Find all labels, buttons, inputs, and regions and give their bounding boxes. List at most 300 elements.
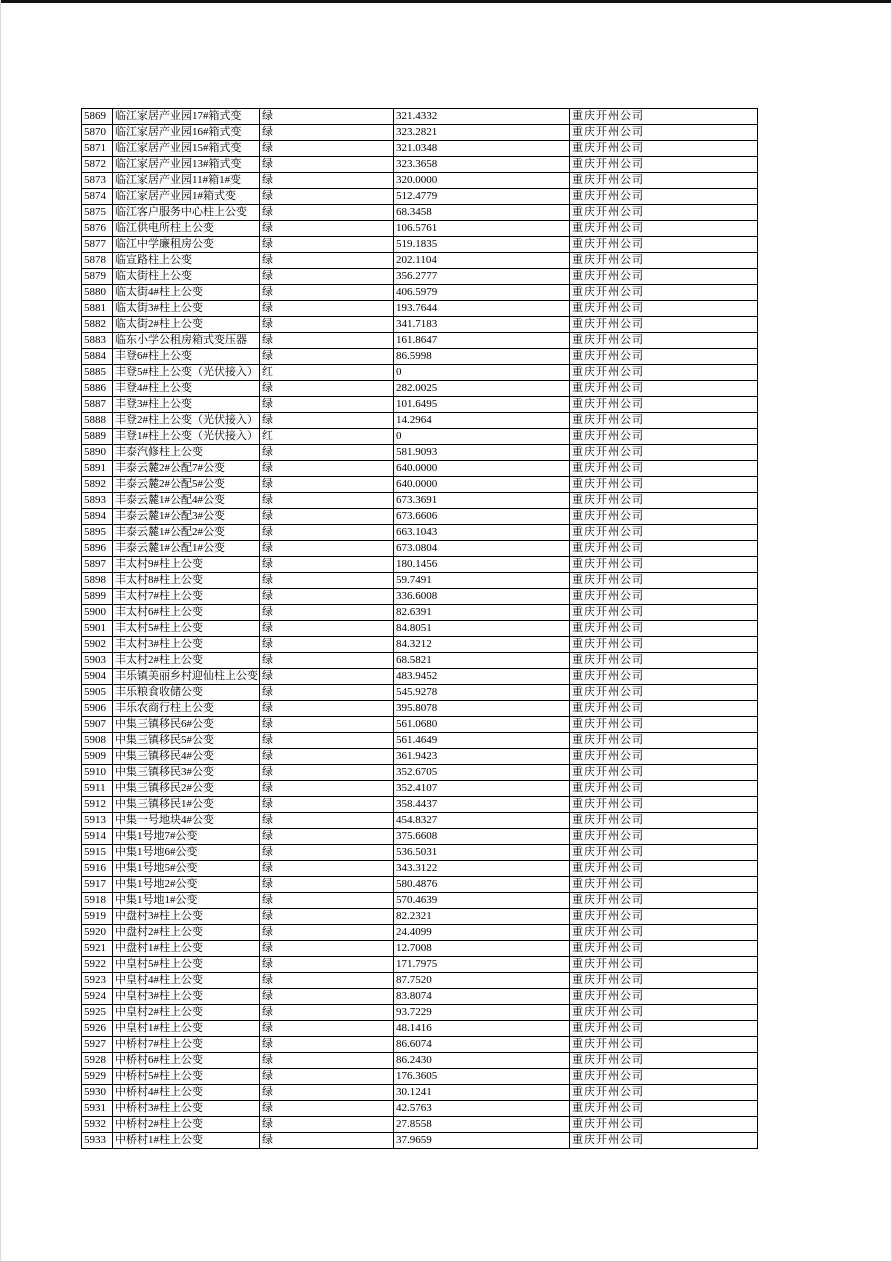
status-cell: 绿 <box>260 605 394 621</box>
company-cell: 重庆开州公司 <box>570 557 758 573</box>
value-cell: 24.4099 <box>394 925 570 941</box>
table-row <box>82 1021 758 1037</box>
name-cell: 丰太村5#柱上公变 <box>113 621 260 637</box>
company-cell: 重庆开州公司 <box>570 717 758 733</box>
value-cell: 406.5979 <box>394 285 570 301</box>
table-row <box>82 317 758 333</box>
id-cell: 5926 <box>82 1021 113 1037</box>
company-cell: 重庆开州公司 <box>570 765 758 781</box>
id-cell: 5920 <box>82 925 113 941</box>
name-cell: 临江家居产业园16#箱式变 <box>113 125 260 141</box>
status-cell: 绿 <box>260 701 394 717</box>
status-cell: 绿 <box>260 141 394 157</box>
company-cell: 重庆开州公司 <box>570 1005 758 1021</box>
status-cell: 绿 <box>260 541 394 557</box>
table-row <box>82 1117 758 1133</box>
table-row <box>82 605 758 621</box>
value-cell: 84.3212 <box>394 637 570 653</box>
status-cell: 绿 <box>260 285 394 301</box>
table-row <box>82 445 758 461</box>
name-cell: 丰太村8#柱上公变 <box>113 573 260 589</box>
status-cell: 绿 <box>260 1101 394 1117</box>
id-cell: 5879 <box>82 269 113 285</box>
company-cell: 重庆开州公司 <box>570 781 758 797</box>
table-row <box>82 685 758 701</box>
company-cell: 重庆开州公司 <box>570 253 758 269</box>
data-table <box>81 108 758 1149</box>
table-row <box>82 781 758 797</box>
value-cell: 336.6008 <box>394 589 570 605</box>
table-row <box>82 381 758 397</box>
value-cell: 323.3658 <box>394 157 570 173</box>
id-cell: 5914 <box>82 829 113 845</box>
table-row <box>82 637 758 653</box>
id-cell: 5915 <box>82 845 113 861</box>
company-cell: 重庆开州公司 <box>570 189 758 205</box>
status-cell: 绿 <box>260 157 394 173</box>
value-cell: 356.2777 <box>394 269 570 285</box>
value-cell: 561.4649 <box>394 733 570 749</box>
company-cell: 重庆开州公司 <box>570 333 758 349</box>
value-cell: 352.4107 <box>394 781 570 797</box>
value-cell: 82.6391 <box>394 605 570 621</box>
id-cell: 5870 <box>82 125 113 141</box>
table-row <box>82 621 758 637</box>
id-cell: 5900 <box>82 605 113 621</box>
status-cell: 绿 <box>260 509 394 525</box>
status-cell: 绿 <box>260 413 394 429</box>
company-cell: 重庆开州公司 <box>570 877 758 893</box>
id-cell: 5882 <box>82 317 113 333</box>
value-cell: 0 <box>394 365 570 381</box>
table-row <box>82 461 758 477</box>
name-cell: 丰乐农商行柱上公变 <box>113 701 260 717</box>
value-cell: 454.8327 <box>394 813 570 829</box>
value-cell: 171.7975 <box>394 957 570 973</box>
id-cell: 5871 <box>82 141 113 157</box>
id-cell: 5909 <box>82 749 113 765</box>
value-cell: 48.1416 <box>394 1021 570 1037</box>
table-row <box>82 797 758 813</box>
value-cell: 361.9423 <box>394 749 570 765</box>
id-cell: 5922 <box>82 957 113 973</box>
status-cell: 绿 <box>260 621 394 637</box>
table-row <box>82 237 758 253</box>
value-cell: 570.4639 <box>394 893 570 909</box>
company-cell: 重庆开州公司 <box>570 589 758 605</box>
value-cell: 84.8051 <box>394 621 570 637</box>
company-cell: 重庆开州公司 <box>570 829 758 845</box>
name-cell: 临太街2#柱上公变 <box>113 317 260 333</box>
table-row <box>82 141 758 157</box>
name-cell: 中桥村4#柱上公变 <box>113 1085 260 1101</box>
company-cell: 重庆开州公司 <box>570 1053 758 1069</box>
id-cell: 5923 <box>82 973 113 989</box>
value-cell: 673.0804 <box>394 541 570 557</box>
id-cell: 5874 <box>82 189 113 205</box>
id-cell: 5885 <box>82 365 113 381</box>
company-cell: 重庆开州公司 <box>570 941 758 957</box>
value-cell: 343.3122 <box>394 861 570 877</box>
status-cell: 绿 <box>260 221 394 237</box>
value-cell: 101.6495 <box>394 397 570 413</box>
name-cell: 丰登5#柱上公变（光伏接入） <box>113 365 260 381</box>
company-cell: 重庆开州公司 <box>570 957 758 973</box>
table-row <box>82 989 758 1005</box>
name-cell: 中集1号地1#公变 <box>113 893 260 909</box>
name-cell: 中集三镇移民6#公变 <box>113 717 260 733</box>
table-row <box>82 829 758 845</box>
status-cell: 绿 <box>260 669 394 685</box>
name-cell: 丰泰汽修柱上公变 <box>113 445 260 461</box>
status-cell: 绿 <box>260 845 394 861</box>
id-cell: 5877 <box>82 237 113 253</box>
status-cell: 绿 <box>260 1005 394 1021</box>
status-cell: 绿 <box>260 125 394 141</box>
company-cell: 重庆开州公司 <box>570 1085 758 1101</box>
name-cell: 中盘村2#柱上公变 <box>113 925 260 941</box>
table-row <box>82 221 758 237</box>
value-cell: 358.4437 <box>394 797 570 813</box>
status-cell: 绿 <box>260 653 394 669</box>
company-cell: 重庆开州公司 <box>570 845 758 861</box>
status-cell: 绿 <box>260 301 394 317</box>
company-cell: 重庆开州公司 <box>570 221 758 237</box>
name-cell: 中皇村5#柱上公变 <box>113 957 260 973</box>
id-cell: 5917 <box>82 877 113 893</box>
company-cell: 重庆开州公司 <box>570 413 758 429</box>
id-cell: 5932 <box>82 1117 113 1133</box>
table-row <box>82 701 758 717</box>
status-cell: 绿 <box>260 1021 394 1037</box>
company-cell: 重庆开州公司 <box>570 141 758 157</box>
company-cell: 重庆开州公司 <box>570 1069 758 1085</box>
value-cell: 536.5031 <box>394 845 570 861</box>
name-cell: 丰太村3#柱上公变 <box>113 637 260 653</box>
company-cell: 重庆开州公司 <box>570 989 758 1005</box>
company-cell: 重庆开州公司 <box>570 493 758 509</box>
company-cell: 重庆开州公司 <box>570 1133 758 1149</box>
value-cell: 323.2821 <box>394 125 570 141</box>
status-cell: 绿 <box>260 861 394 877</box>
status-cell: 红 <box>260 365 394 381</box>
status-cell: 绿 <box>260 685 394 701</box>
value-cell: 12.7008 <box>394 941 570 957</box>
id-cell: 5873 <box>82 173 113 189</box>
status-cell: 绿 <box>260 317 394 333</box>
name-cell: 中盘村3#柱上公变 <box>113 909 260 925</box>
company-cell: 重庆开州公司 <box>570 237 758 253</box>
table-row <box>82 301 758 317</box>
id-cell: 5902 <box>82 637 113 653</box>
status-cell: 绿 <box>260 573 394 589</box>
name-cell: 临江家居产业园17#箱式变 <box>113 109 260 125</box>
table-row <box>82 1037 758 1053</box>
name-cell: 中盘村1#柱上公变 <box>113 941 260 957</box>
table-row <box>82 333 758 349</box>
value-cell: 87.7520 <box>394 973 570 989</box>
name-cell: 中集1号地6#公变 <box>113 845 260 861</box>
name-cell: 中集一号地块4#公变 <box>113 813 260 829</box>
value-cell: 193.7644 <box>394 301 570 317</box>
id-cell: 5918 <box>82 893 113 909</box>
status-cell: 绿 <box>260 237 394 253</box>
status-cell: 绿 <box>260 349 394 365</box>
table-row <box>82 925 758 941</box>
status-cell: 绿 <box>260 909 394 925</box>
name-cell: 中集1号地5#公变 <box>113 861 260 877</box>
value-cell: 68.3458 <box>394 205 570 221</box>
value-cell: 352.6705 <box>394 765 570 781</box>
value-cell: 663.1043 <box>394 525 570 541</box>
company-cell: 重庆开州公司 <box>570 1021 758 1037</box>
value-cell: 512.4779 <box>394 189 570 205</box>
name-cell: 中桥村7#柱上公变 <box>113 1037 260 1053</box>
company-cell: 重庆开州公司 <box>570 173 758 189</box>
table-row <box>82 285 758 301</box>
status-cell: 绿 <box>260 461 394 477</box>
name-cell: 中桥村6#柱上公变 <box>113 1053 260 1069</box>
id-cell: 5889 <box>82 429 113 445</box>
name-cell: 丰泰云麓1#公配3#公变 <box>113 509 260 525</box>
name-cell: 临江供电所柱上公变 <box>113 221 260 237</box>
name-cell: 丰登2#柱上公变（光伏接入） <box>113 413 260 429</box>
id-cell: 5890 <box>82 445 113 461</box>
table-row <box>82 733 758 749</box>
name-cell: 丰泰云麓1#公配4#公变 <box>113 493 260 509</box>
company-cell: 重庆开州公司 <box>570 669 758 685</box>
status-cell: 绿 <box>260 1133 394 1149</box>
name-cell: 中皇村2#柱上公变 <box>113 1005 260 1021</box>
status-cell: 绿 <box>260 557 394 573</box>
id-cell: 5910 <box>82 765 113 781</box>
company-cell: 重庆开州公司 <box>570 461 758 477</box>
table-row <box>82 573 758 589</box>
value-cell: 176.3605 <box>394 1069 570 1085</box>
company-cell: 重庆开州公司 <box>570 733 758 749</box>
name-cell: 中集三镇移民2#公变 <box>113 781 260 797</box>
id-cell: 5928 <box>82 1053 113 1069</box>
company-cell: 重庆开州公司 <box>570 397 758 413</box>
company-cell: 重庆开州公司 <box>570 813 758 829</box>
name-cell: 临太街3#柱上公变 <box>113 301 260 317</box>
id-cell: 5911 <box>82 781 113 797</box>
value-cell: 83.8074 <box>394 989 570 1005</box>
table-row <box>82 541 758 557</box>
name-cell: 丰登1#柱上公变（光伏接入） <box>113 429 260 445</box>
table-row <box>82 365 758 381</box>
status-cell: 绿 <box>260 813 394 829</box>
company-cell: 重庆开州公司 <box>570 285 758 301</box>
status-cell: 绿 <box>260 1037 394 1053</box>
company-cell: 重庆开州公司 <box>570 973 758 989</box>
id-cell: 5905 <box>82 685 113 701</box>
value-cell: 0 <box>394 429 570 445</box>
table-row <box>82 893 758 909</box>
table-row <box>82 397 758 413</box>
table-row <box>82 909 758 925</box>
company-cell: 重庆开州公司 <box>570 349 758 365</box>
value-cell: 180.1456 <box>394 557 570 573</box>
status-cell: 绿 <box>260 445 394 461</box>
table-row <box>82 845 758 861</box>
name-cell: 中集三镇移民5#公变 <box>113 733 260 749</box>
value-cell: 106.5761 <box>394 221 570 237</box>
id-cell: 5895 <box>82 525 113 541</box>
name-cell: 丰泰云麓1#公配2#公变 <box>113 525 260 541</box>
name-cell: 丰登3#柱上公变 <box>113 397 260 413</box>
table-row <box>82 173 758 189</box>
company-cell: 重庆开州公司 <box>570 205 758 221</box>
name-cell: 丰太村6#柱上公变 <box>113 605 260 621</box>
company-cell: 重庆开州公司 <box>570 701 758 717</box>
name-cell: 临江家居产业园11#箱1#变 <box>113 173 260 189</box>
value-cell: 82.2321 <box>394 909 570 925</box>
company-cell: 重庆开州公司 <box>570 445 758 461</box>
id-cell: 5927 <box>82 1037 113 1053</box>
page-top-edge <box>1 0 891 3</box>
value-cell: 161.8647 <box>394 333 570 349</box>
name-cell: 丰泰云麓2#公配5#公变 <box>113 477 260 493</box>
table-row <box>82 493 758 509</box>
name-cell: 临江客户服务中心柱上公变 <box>113 205 260 221</box>
id-cell: 5880 <box>82 285 113 301</box>
id-cell: 5886 <box>82 381 113 397</box>
table-row <box>82 1069 758 1085</box>
value-cell: 581.9093 <box>394 445 570 461</box>
company-cell: 重庆开州公司 <box>570 541 758 557</box>
status-cell: 绿 <box>260 925 394 941</box>
status-cell: 绿 <box>260 589 394 605</box>
name-cell: 丰太村2#柱上公变 <box>113 653 260 669</box>
table-row <box>82 589 758 605</box>
id-cell: 5876 <box>82 221 113 237</box>
name-cell: 中集三镇移民3#公变 <box>113 765 260 781</box>
table-row <box>82 861 758 877</box>
status-cell: 绿 <box>260 749 394 765</box>
id-cell: 5907 <box>82 717 113 733</box>
name-cell: 中集三镇移民1#公变 <box>113 797 260 813</box>
status-cell: 绿 <box>260 781 394 797</box>
company-cell: 重庆开州公司 <box>570 1117 758 1133</box>
value-cell: 321.4332 <box>394 109 570 125</box>
table-row <box>82 429 758 445</box>
name-cell: 丰太村7#柱上公变 <box>113 589 260 605</box>
company-cell: 重庆开州公司 <box>570 1101 758 1117</box>
id-cell: 5891 <box>82 461 113 477</box>
value-cell: 14.2964 <box>394 413 570 429</box>
name-cell: 中集1号地7#公变 <box>113 829 260 845</box>
status-cell: 绿 <box>260 477 394 493</box>
status-cell: 绿 <box>260 941 394 957</box>
value-cell: 483.9452 <box>394 669 570 685</box>
status-cell: 绿 <box>260 525 394 541</box>
value-cell: 86.2430 <box>394 1053 570 1069</box>
id-cell: 5881 <box>82 301 113 317</box>
company-cell: 重庆开州公司 <box>570 621 758 637</box>
name-cell: 临江家居产业园15#箱式变 <box>113 141 260 157</box>
name-cell: 中皇村4#柱上公变 <box>113 973 260 989</box>
table-row <box>82 653 758 669</box>
name-cell: 丰乐镇美丽乡村迎仙柱上公变 <box>113 669 260 685</box>
company-cell: 重庆开州公司 <box>570 605 758 621</box>
id-cell: 5904 <box>82 669 113 685</box>
status-cell: 绿 <box>260 269 394 285</box>
value-cell: 341.7183 <box>394 317 570 333</box>
value-cell: 640.0000 <box>394 477 570 493</box>
company-cell: 重庆开州公司 <box>570 509 758 525</box>
name-cell: 丰泰云麓1#公配1#公变 <box>113 541 260 557</box>
table-row <box>82 557 758 573</box>
status-cell: 绿 <box>260 637 394 653</box>
table-row <box>82 973 758 989</box>
id-cell: 5899 <box>82 589 113 605</box>
name-cell: 中集三镇移民4#公变 <box>113 749 260 765</box>
id-cell: 5916 <box>82 861 113 877</box>
id-cell: 5898 <box>82 573 113 589</box>
table-row <box>82 189 758 205</box>
company-cell: 重庆开州公司 <box>570 685 758 701</box>
status-cell: 红 <box>260 429 394 445</box>
id-cell: 5887 <box>82 397 113 413</box>
company-cell: 重庆开州公司 <box>570 637 758 653</box>
value-cell: 545.9278 <box>394 685 570 701</box>
company-cell: 重庆开州公司 <box>570 381 758 397</box>
value-cell: 321.0348 <box>394 141 570 157</box>
value-cell: 580.4876 <box>394 877 570 893</box>
status-cell: 绿 <box>260 1085 394 1101</box>
table-row <box>82 1133 758 1149</box>
id-cell: 5869 <box>82 109 113 125</box>
company-cell: 重庆开州公司 <box>570 861 758 877</box>
status-cell: 绿 <box>260 381 394 397</box>
id-cell: 5919 <box>82 909 113 925</box>
name-cell: 中桥村1#柱上公变 <box>113 1133 260 1149</box>
value-cell: 375.6608 <box>394 829 570 845</box>
id-cell: 5901 <box>82 621 113 637</box>
id-cell: 5875 <box>82 205 113 221</box>
status-cell: 绿 <box>260 189 394 205</box>
company-cell: 重庆开州公司 <box>570 109 758 125</box>
id-cell: 5903 <box>82 653 113 669</box>
status-cell: 绿 <box>260 1069 394 1085</box>
value-cell: 673.3691 <box>394 493 570 509</box>
value-cell: 59.7491 <box>394 573 570 589</box>
table-row <box>82 1085 758 1101</box>
id-cell: 5893 <box>82 493 113 509</box>
id-cell: 5888 <box>82 413 113 429</box>
name-cell: 丰乐粮食收储公变 <box>113 685 260 701</box>
name-cell: 中皇村3#柱上公变 <box>113 989 260 1005</box>
company-cell: 重庆开州公司 <box>570 573 758 589</box>
value-cell: 86.5998 <box>394 349 570 365</box>
status-cell: 绿 <box>260 173 394 189</box>
id-cell: 5897 <box>82 557 113 573</box>
status-cell: 绿 <box>260 733 394 749</box>
table-row <box>82 813 758 829</box>
id-cell: 5892 <box>82 477 113 493</box>
value-cell: 93.7229 <box>394 1005 570 1021</box>
name-cell: 临江家居产业园13#箱式变 <box>113 157 260 173</box>
status-cell: 绿 <box>260 1117 394 1133</box>
company-cell: 重庆开州公司 <box>570 125 758 141</box>
name-cell: 临东小学公租房箱式变压器 <box>113 333 260 349</box>
name-cell: 中皇村1#柱上公变 <box>113 1021 260 1037</box>
company-cell: 重庆开州公司 <box>570 365 758 381</box>
id-cell: 5894 <box>82 509 113 525</box>
table-row <box>82 157 758 173</box>
id-cell: 5933 <box>82 1133 113 1149</box>
